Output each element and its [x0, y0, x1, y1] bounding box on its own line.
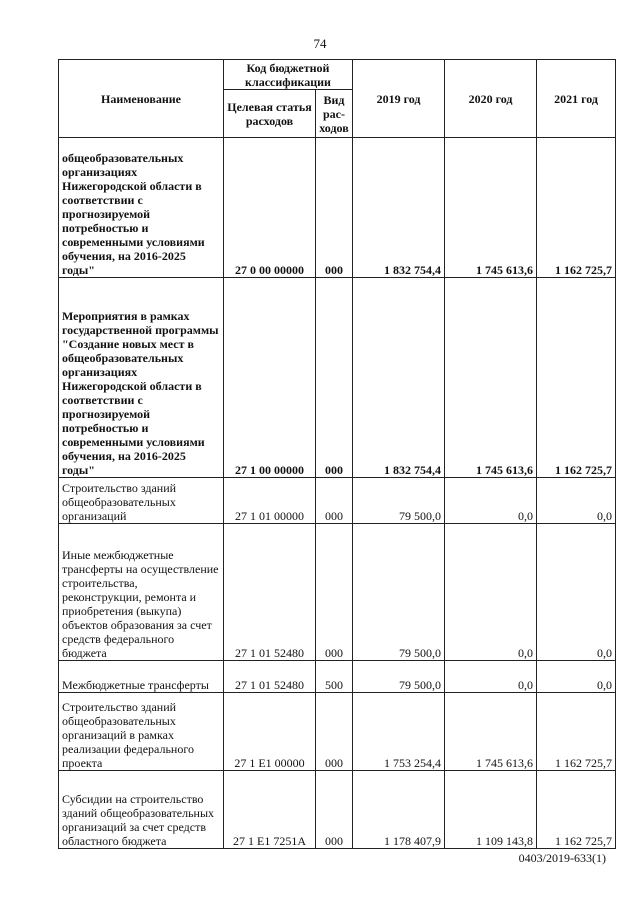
table-row: [59, 278, 616, 478]
table-row: [59, 524, 616, 661]
row-2020: 0,0: [445, 661, 537, 693]
row-2019: 1 832 754,4: [353, 278, 445, 478]
row-type: 000: [316, 524, 353, 661]
row-2021: 1 162 725,7: [537, 138, 616, 278]
row-code: 27 1 00 00000: [224, 278, 316, 478]
row-2019: 1 832 754,4: [353, 138, 445, 278]
row-2019: 1 178 407,9: [353, 771, 445, 849]
row-code: 27 0 00 00000: [224, 138, 316, 278]
row-name: Иные межбюджетные трансферты на осуществление строительства, реконструкции, ремонта и приобретения (выкупа) объектов образования за счет средств федерального бюджета: [59, 524, 224, 661]
table-row: [59, 661, 616, 693]
row-name: Субсидии на строительство зданий общеобразовательных организаций за счет средств областного бюджета: [59, 771, 224, 849]
row-2021: 1 162 725,7: [537, 771, 616, 849]
header-code-group: Код бюджетной классификации: [224, 60, 353, 90]
row-2020: 1 109 143,8: [445, 771, 537, 849]
row-2020: 1 745 613,6: [445, 138, 537, 278]
row-type: 500: [316, 661, 353, 693]
row-code: 27 1 E1 00000: [224, 693, 316, 771]
page-number: 74: [313, 36, 327, 51]
row-2021: 1 162 725,7: [537, 278, 616, 478]
row-2020: 0,0: [445, 478, 537, 524]
row-2021: 1 162 725,7: [537, 693, 616, 771]
row-code: 27 1 01 52480: [224, 524, 316, 661]
row-2020: 1 745 613,6: [445, 693, 537, 771]
row-name: Строительство зданий общеобразовательных организаций: [59, 478, 224, 524]
row-type: 000: [316, 138, 353, 278]
header-year-2020: 2020 год: [445, 60, 537, 138]
table-row: [59, 771, 616, 849]
row-type: 000: [316, 771, 353, 849]
row-name: общеобразовательных организациях Нижегородской области в соответствии с прогнозируемой потребностью и современными условиями обучения, на 2016-2025 годы": [59, 138, 224, 278]
row-2019: 79 500,0: [353, 661, 445, 693]
row-type: 000: [316, 478, 353, 524]
header-year-2021: 2021 год: [537, 60, 616, 138]
header-expense-type: Вид рас-ходов: [316, 90, 353, 138]
row-2021: 0,0: [537, 661, 616, 693]
row-code: 27 1 01 52480: [224, 661, 316, 693]
row-type: 000: [316, 693, 353, 771]
header-year-2019: 2019 год: [353, 60, 445, 138]
table-row: [59, 693, 616, 771]
row-name: Межбюджетные трансферты: [59, 661, 224, 693]
document-code: 0403/2019-633(1): [518, 851, 606, 865]
row-2019: 1 753 254,4: [353, 693, 445, 771]
row-2019: 79 500,0: [353, 524, 445, 661]
table-row: [59, 138, 616, 278]
row-2019: 79 500,0: [353, 478, 445, 524]
row-2020: 1 745 613,6: [445, 278, 537, 478]
table-row: [59, 478, 616, 524]
row-2021: 0,0: [537, 478, 616, 524]
row-2021: 0,0: [537, 524, 616, 661]
row-code: 27 1 01 00000: [224, 478, 316, 524]
row-code: 27 1 E1 7251A: [224, 771, 316, 849]
header-target-article: Целевая статья расходов: [224, 90, 316, 138]
header-name: Наименование: [59, 60, 224, 138]
row-2020: 0,0: [445, 524, 537, 661]
row-name: Мероприятия в рамках государственной программы "Создание новых мест в общеобразовательных организациях Нижегородской области в соответствии с прогнозируемой потребностью и современными условиями обучения, на 2016-2025 годы": [59, 278, 224, 478]
row-name: Строительство зданий общеобразовательных организаций в рамках реализации федерального проекта: [59, 693, 224, 771]
row-type: 000: [316, 278, 353, 478]
budget-table: [58, 59, 616, 849]
